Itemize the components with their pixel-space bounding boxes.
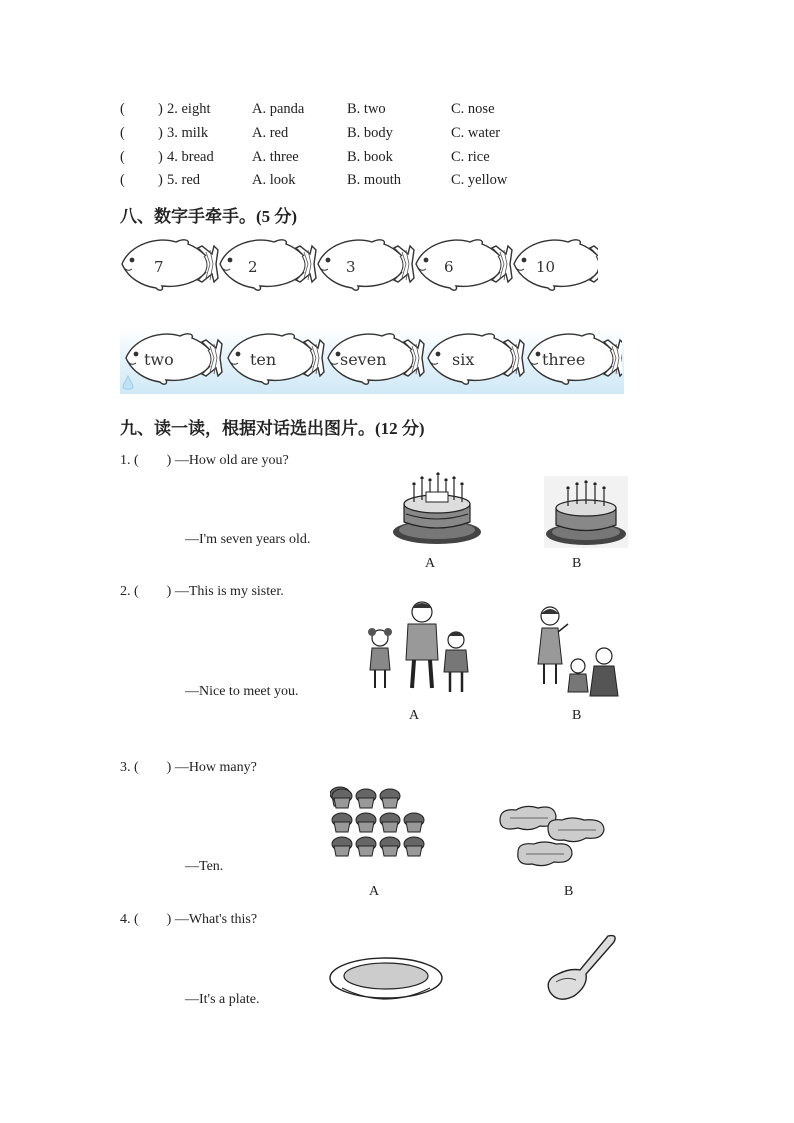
option-a: A. panda [252,101,305,117]
match-row-2 [120,123,540,143]
fish-word-4: six [452,350,475,369]
match-row-4 [120,170,540,190]
fish-icon [220,240,316,290]
word-fish-row [122,330,622,388]
family-group-icon [360,598,472,698]
option-b-label: B [564,884,574,899]
option-b-label: B [572,556,582,571]
fish-number-5: 10 [536,258,556,276]
fish-icon [122,240,218,290]
answer-paren-open: ( [120,125,125,141]
peanuts-icon [496,798,608,870]
match-row-1 [120,99,540,119]
answer-paren-close: ) [158,101,163,117]
answer-paren-open: ( [120,172,125,188]
answer-3: —Ten. [185,859,224,874]
option-a-label: A [425,556,436,571]
answer-paren-open: ( [120,149,125,165]
item-word: 5. red [167,172,201,188]
item-word: 4. bread [167,149,214,165]
option-c: C. yellow [451,172,508,188]
option-c: C. rice [451,149,490,165]
question-1: 1. ( ) —How old are you? [120,453,289,468]
match-row-3 [120,147,540,167]
answer-paren-close: ) [158,172,163,188]
section-9-title: 九、读一读，根据对话选出图片。(12 分) [120,419,425,438]
fish-icon [514,240,598,290]
answer-2: —Nice to meet you. [185,684,299,699]
number-fish-row [118,236,598,294]
fish-word-5: three [542,350,586,369]
question-3: 3. ( ) —How many? [120,760,257,775]
item-word: 3. milk [167,125,209,141]
question-4: 4. ( ) —What's this? [120,912,258,927]
fish-number-1: 7 [154,258,164,276]
answer-4: —It's a plate. [185,992,260,1007]
birthday-cake-icon [392,470,482,548]
fish-number-4: 6 [444,258,454,276]
plate-icon [328,954,444,1006]
answer-paren-close: ) [158,149,163,165]
answer-paren-open: ( [120,101,125,117]
answer-paren-close: ) [158,125,163,141]
fish-icon [428,334,524,384]
item-word: 2. eight [167,101,211,117]
section-8-title: 八、数字手牵手。(5 分) [120,207,298,226]
option-b-label: B [572,708,582,723]
fish-word-2: ten [250,350,277,369]
fish-icon [416,240,512,290]
option-b: B. book [347,149,393,165]
option-b: B. body [347,125,393,141]
question-2: 2. ( ) —This is my sister. [120,584,284,599]
fish-icon [126,334,222,384]
option-a: A. red [252,125,289,141]
answer-1: —I'm seven years old. [185,532,311,547]
option-b: B. two [347,101,386,117]
muffins-icon [330,786,430,860]
option-b: B. mouth [347,172,401,188]
option-a: A. three [252,149,299,165]
option-a-label: A [369,884,380,899]
option-a: A. look [252,172,296,188]
fish-number-2: 2 [248,258,258,276]
spoon-icon [544,930,620,1004]
option-a-label: A [409,708,420,723]
family-group-icon [528,602,624,698]
fish-number-3: 3 [346,258,356,276]
option-c: C. nose [451,101,495,117]
fish-word-1: two [144,350,174,369]
option-c: C. water [451,125,501,141]
fish-word-3: seven [340,350,387,369]
birthday-cake-icon [544,476,628,548]
fish-icon [318,240,414,290]
